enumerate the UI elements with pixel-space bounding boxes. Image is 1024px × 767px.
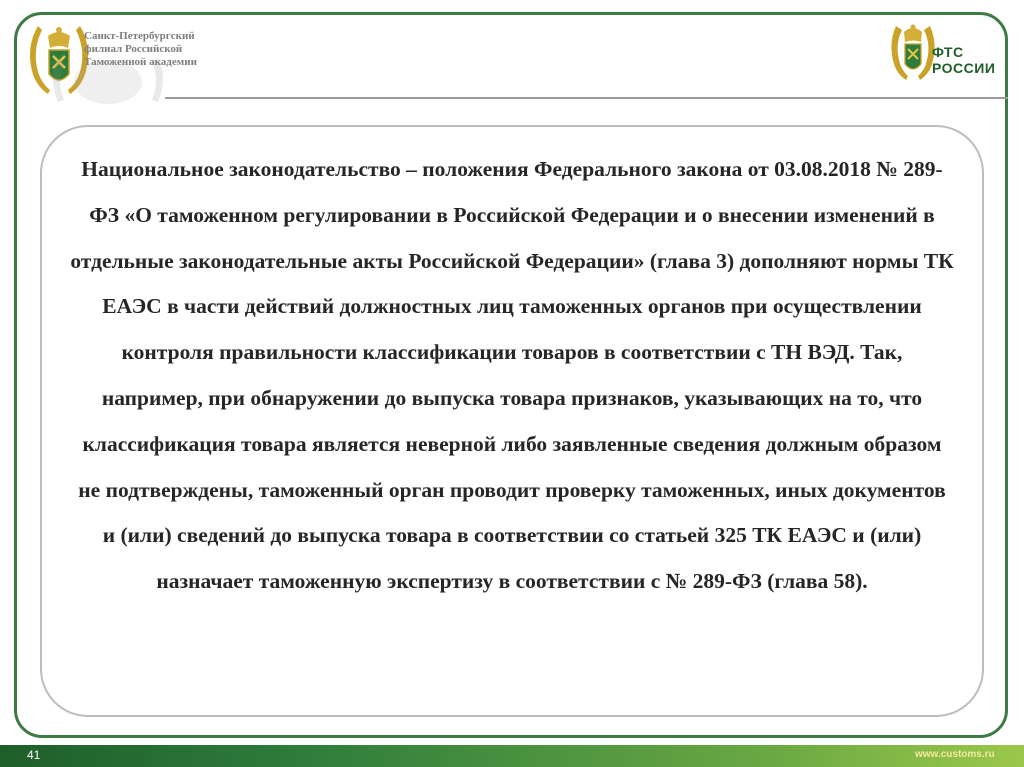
academy-name: [84, 30, 264, 69]
academy-line-2: филиал Российской: [84, 43, 183, 55]
site-url[interactable]: www.customs.ru: [915, 749, 995, 760]
academy-line-3: Таможенной академии: [84, 56, 197, 68]
academy-line-1: Санкт-Петербургский: [84, 30, 195, 42]
header-divider: [165, 97, 1008, 99]
main-paragraph: Национальное законодательство – положения Федерального закона от 03.08.2018 № 289-ФЗ «О таможенном регулировании в Российской Федерации и о внесении изменений в отдельные законодательные акты Российской Федерации» (глава 3) дополняют нормы ТК ЕАЭС в части действий должностных лиц таможенных органов при осуществлении контроля правильности классификации товаров в соответствии с ТН ВЭД. Так, например, при обнаружении до выпуска товара признаков, указывающих на то, что классификация товара является неверной либо заявленные сведения должным образом не подтверждены, таможенный орган проводит проверку таможенных, иных документов и (или) сведений до выпуска товара в соответствии со статьей 325 ТК ЕАЭС и (или) назначает таможенную экспертизу в соответствии с № 289-ФЗ (глава 58).: [70, 157, 954, 594]
fts-line-1: ФТС: [932, 44, 964, 60]
page-number: 41: [27, 748, 41, 762]
footer-bar: [0, 745, 1024, 767]
fts-label: [932, 44, 995, 76]
fts-line-2: РОССИИ: [932, 60, 996, 76]
